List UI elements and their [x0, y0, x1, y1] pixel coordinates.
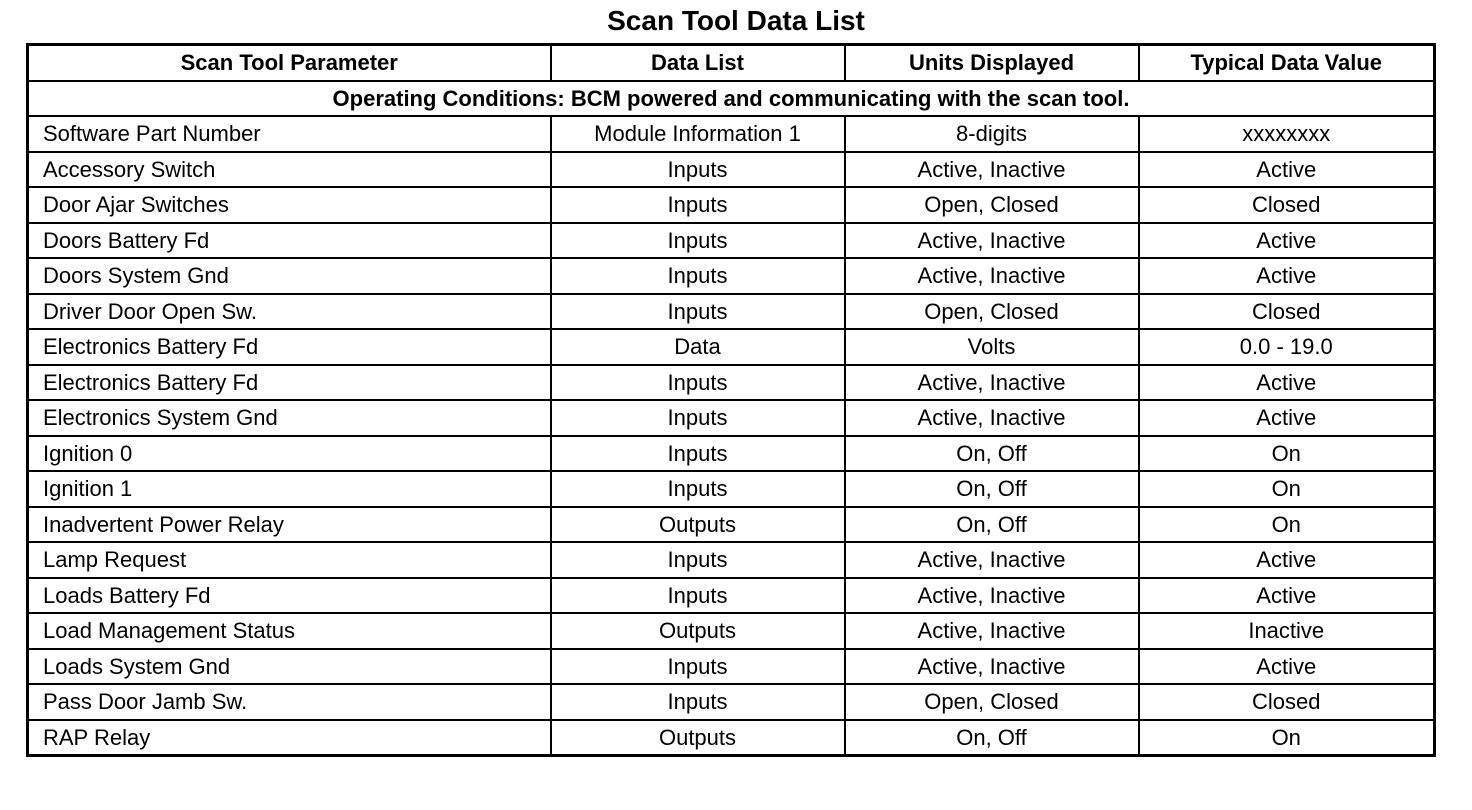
- table-row: [28, 294, 1435, 330]
- cell-units: Active, Inactive: [845, 542, 1139, 578]
- table-row: [28, 365, 1435, 401]
- table-body: [28, 81, 1435, 756]
- cell-units: On, Off: [845, 720, 1139, 756]
- table-row: [28, 542, 1435, 578]
- table-row: [28, 223, 1435, 259]
- cell-typical-value: xxxxxxxx: [1139, 116, 1435, 152]
- cell-data-list: Inputs: [551, 436, 845, 472]
- cell-parameter: Door Ajar Switches: [28, 187, 551, 223]
- cell-units: Open, Closed: [845, 684, 1139, 720]
- cell-typical-value: Closed: [1139, 294, 1435, 330]
- table-row: [28, 152, 1435, 188]
- cell-typical-value: On: [1139, 471, 1435, 507]
- cell-data-list: Inputs: [551, 471, 845, 507]
- cell-typical-value: Closed: [1139, 187, 1435, 223]
- table-row: [28, 400, 1435, 436]
- cell-units: On, Off: [845, 507, 1139, 543]
- header-typical-data-value: Typical Data Value: [1139, 45, 1435, 81]
- cell-units: Active, Inactive: [845, 578, 1139, 614]
- cell-parameter: Inadvertent Power Relay: [28, 507, 551, 543]
- header-data-list: Data List: [551, 45, 845, 81]
- header-scan-tool-parameter: Scan Tool Parameter: [28, 45, 551, 81]
- cell-data-list: Inputs: [551, 365, 845, 401]
- operating-conditions: Operating Conditions: BCM powered and communicating with the scan tool.: [28, 81, 1435, 117]
- cell-data-list: Outputs: [551, 613, 845, 649]
- cell-typical-value: Active: [1139, 258, 1435, 294]
- table-row: [28, 507, 1435, 543]
- cell-data-list: Inputs: [551, 187, 845, 223]
- cell-parameter: Electronics System Gnd: [28, 400, 551, 436]
- cell-data-list: Data: [551, 329, 845, 365]
- table-row: [28, 436, 1435, 472]
- cell-typical-value: Active: [1139, 649, 1435, 685]
- cell-units: Active, Inactive: [845, 152, 1139, 188]
- table-title: Scan Tool Data List: [607, 5, 865, 36]
- cell-parameter: RAP Relay: [28, 720, 551, 756]
- cell-typical-value: 0.0 - 19.0: [1139, 329, 1435, 365]
- cell-parameter: Loads Battery Fd: [28, 578, 551, 614]
- table-row: [28, 258, 1435, 294]
- cell-units: Active, Inactive: [845, 649, 1139, 685]
- cell-data-list: Inputs: [551, 223, 845, 259]
- table-row: [28, 578, 1435, 614]
- cell-parameter: Load Management Status: [28, 613, 551, 649]
- table-row: [28, 329, 1435, 365]
- cell-typical-value: Active: [1139, 542, 1435, 578]
- cell-parameter: Ignition 0: [28, 436, 551, 472]
- cell-parameter: Ignition 1: [28, 471, 551, 507]
- cell-parameter: Electronics Battery Fd: [28, 329, 551, 365]
- cell-units: Active, Inactive: [845, 258, 1139, 294]
- table-row: [28, 649, 1435, 685]
- header-units-displayed: Units Displayed: [845, 45, 1139, 81]
- cell-data-list: Inputs: [551, 400, 845, 436]
- cell-data-list: Inputs: [551, 258, 845, 294]
- cell-units: Active, Inactive: [845, 613, 1139, 649]
- cell-data-list: Inputs: [551, 152, 845, 188]
- cell-data-list: Inputs: [551, 542, 845, 578]
- cell-data-list: Outputs: [551, 720, 845, 756]
- table-row: [28, 471, 1435, 507]
- cell-parameter: Accessory Switch: [28, 152, 551, 188]
- cell-data-list: Inputs: [551, 649, 845, 685]
- cell-data-list: Inputs: [551, 294, 845, 330]
- cell-parameter: Lamp Request: [28, 542, 551, 578]
- cell-parameter: Doors Battery Fd: [28, 223, 551, 259]
- header-row: [28, 45, 1435, 81]
- cell-parameter: Software Part Number: [28, 116, 551, 152]
- cell-units: On, Off: [845, 471, 1139, 507]
- cell-parameter: Pass Door Jamb Sw.: [28, 684, 551, 720]
- cell-data-list: Inputs: [551, 578, 845, 614]
- table-row: [28, 187, 1435, 223]
- cell-typical-value: On: [1139, 436, 1435, 472]
- cell-typical-value: Active: [1139, 223, 1435, 259]
- table-row: [28, 684, 1435, 720]
- cell-units: On, Off: [845, 436, 1139, 472]
- cell-data-list: Module Information 1: [551, 116, 845, 152]
- operating-conditions-row: [28, 81, 1435, 117]
- scan-tool-data-table: [26, 43, 1436, 757]
- cell-parameter: Electronics Battery Fd: [28, 365, 551, 401]
- cell-units: Open, Closed: [845, 294, 1139, 330]
- cell-data-list: Inputs: [551, 684, 845, 720]
- table-row: [28, 720, 1435, 756]
- cell-parameter: Loads System Gnd: [28, 649, 551, 685]
- cell-units: Active, Inactive: [845, 223, 1139, 259]
- cell-units: Open, Closed: [845, 187, 1139, 223]
- cell-typical-value: On: [1139, 720, 1435, 756]
- cell-data-list: Outputs: [551, 507, 845, 543]
- cell-units: Active, Inactive: [845, 365, 1139, 401]
- cell-typical-value: Inactive: [1139, 613, 1435, 649]
- table-row: [28, 613, 1435, 649]
- cell-parameter: Doors System Gnd: [28, 258, 551, 294]
- cell-typical-value: On: [1139, 507, 1435, 543]
- cell-units: Volts: [845, 329, 1139, 365]
- cell-typical-value: Active: [1139, 152, 1435, 188]
- table-row: [28, 116, 1435, 152]
- cell-parameter: Driver Door Open Sw.: [28, 294, 551, 330]
- cell-typical-value: Active: [1139, 365, 1435, 401]
- cell-units: 8-digits: [845, 116, 1139, 152]
- cell-typical-value: Closed: [1139, 684, 1435, 720]
- cell-typical-value: Active: [1139, 400, 1435, 436]
- cell-units: Active, Inactive: [845, 400, 1139, 436]
- cell-typical-value: Active: [1139, 578, 1435, 614]
